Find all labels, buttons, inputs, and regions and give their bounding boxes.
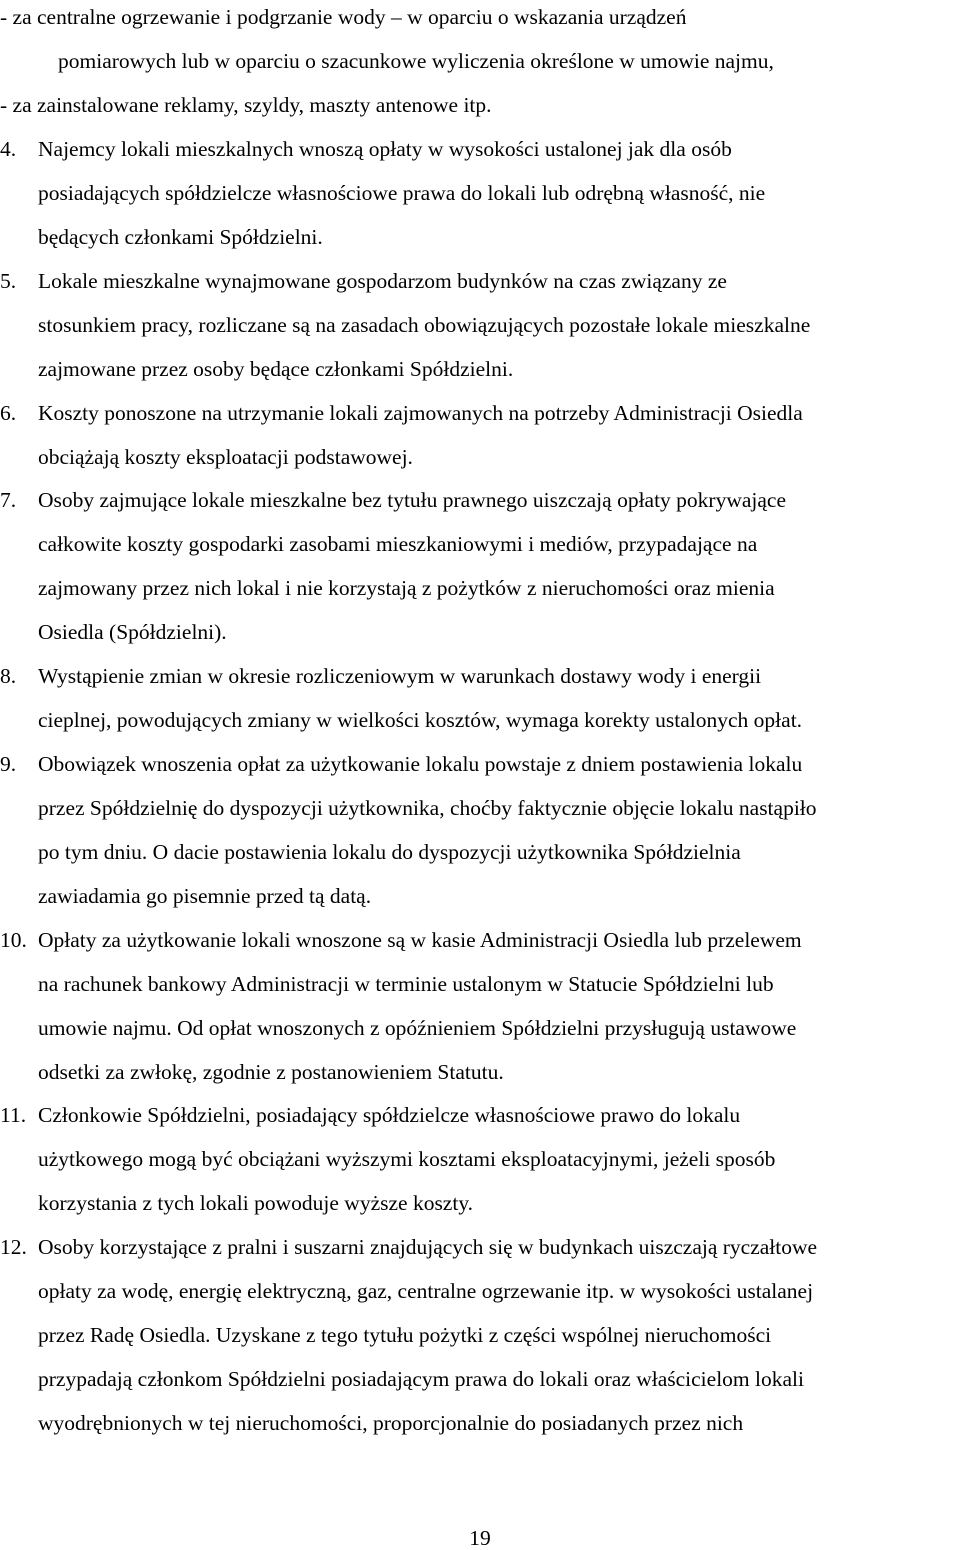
item-line: przypadają członkom Spółdzielni posiadającym prawa do lokali oraz właścicielom lokali <box>38 1367 804 1391</box>
item-line: posiadających spółdzielcze własnościowe prawa do lokali lub odrębną własność, nie <box>38 181 766 205</box>
item-line: stosunkiem pracy, rozliczane są na zasadach obowiązujących pozostałe lokale mieszkalne <box>38 313 811 337</box>
item-line: umowie najmu. Od opłat wnoszonych z opóźnieniem Spółdzielni przysługują ustawowe <box>38 1016 797 1040</box>
item-line: cieplnej, powodujących zmiany w wielkości kosztów, wymaga korekty ustalonych opłat. <box>38 708 803 732</box>
item-number: 9. <box>0 752 17 776</box>
item-line: Wystąpienie zmian w okresie rozliczeniowym w warunkach dostawy wody i energii <box>38 664 762 688</box>
item-line: Osoby zajmujące lokale mieszkalne bez tytułu prawnego uiszczają opłaty pokrywające <box>38 488 787 512</box>
item-number: 5. <box>0 269 17 293</box>
item-number: 10. <box>0 928 27 952</box>
item-line: Osiedla (Spółdzielni). <box>38 620 227 644</box>
intro-line: pomiarowych lub w oparciu o szacunkowe wyliczenia określone w umowie najmu, <box>58 49 774 73</box>
item-line: po tym dniu. O dacie postawienia lokalu do dyspozycji użytkownika Spółdzielnia <box>38 840 741 864</box>
item-number: 4. <box>0 137 17 161</box>
item-line: korzystania z tych lokali powoduje wyższe koszty. <box>38 1191 474 1215</box>
intro-line: - za zainstalowane reklamy, szyldy, maszty antenowe itp. <box>0 93 492 117</box>
item-line: obciążają koszty eksploatacji podstawowej. <box>38 445 413 469</box>
item-line: Obowiązek wnoszenia opłat za użytkowanie lokalu powstaje z dniem postawienia lokalu <box>38 752 803 776</box>
intro-line: - za centralne ogrzewanie i podgrzanie wody – w oparciu o wskazania urządzeń <box>0 5 687 29</box>
item-line: Członkowie Spółdzielni, posiadający spółdzielcze własnościowe prawo do lokalu <box>38 1103 741 1127</box>
item-line: opłaty za wodę, energię elektryczną, gaz, centralne ogrzewanie itp. w wysokości ustalanej <box>38 1279 814 1303</box>
item-line: zawiadamia go pisemnie przed tą datą. <box>38 884 372 908</box>
item-number: 11. <box>0 1103 27 1127</box>
item-line: na rachunek bankowy Administracji w terminie ustalonym w Statucie Spółdzielni lub <box>38 972 774 996</box>
item-line: przez Spółdzielnię do dyspozycji użytkownika, choćby faktycznie objęcie lokalu nastąpiło <box>38 796 817 820</box>
item-number: 8. <box>0 664 17 688</box>
item-line: przez Radę Osiedla. Uzyskane z tego tytułu pożytki z części wspólnej nieruchomości <box>38 1323 772 1347</box>
item-line: Osoby korzystające z pralni i suszarni znajdujących się w budynkach uiszczają ryczałtowe <box>38 1235 818 1259</box>
item-line: użytkowego mogą być obciążani wyższymi kosztami eksploatacyjnymi, jeżeli sposób <box>38 1147 776 1171</box>
item-line: Najemcy lokali mieszkalnych wnoszą opłaty w wysokości ustalonej jak dla osób <box>38 137 732 161</box>
item-number: 6. <box>0 401 17 425</box>
item-line: Opłaty za użytkowanie lokali wnoszone są w kasie Administracji Osiedla lub przelewem <box>38 928 802 952</box>
item-line: odsetki za zwłokę, zgodnie z postanowieniem Statutu. <box>38 1060 504 1084</box>
item-number: 7. <box>0 488 17 512</box>
item-line: Koszty ponoszone na utrzymanie lokali zajmowanych na potrzeby Administracji Osiedla <box>38 401 803 425</box>
item-number: 12. <box>0 1235 27 1259</box>
item-line: Lokale mieszkalne wynajmowane gospodarzom budynków na czas związany ze <box>38 269 727 293</box>
item-line: wyodrębnionych w tej nieruchomości, proporcjonalnie do posiadanych przez nich <box>38 1411 744 1435</box>
item-line: będących członkami Spółdzielni. <box>38 225 323 249</box>
page-number: 19 <box>469 1526 491 1550</box>
item-line: zajmowane przez osoby będące członkami Spółdzielni. <box>38 357 514 381</box>
item-line: zajmowany przez nich lokal i nie korzystają z pożytków z nieruchomości oraz mienia <box>38 576 775 600</box>
item-line: całkowite koszty gospodarki zasobami mieszkaniowymi i mediów, przypadające na <box>38 532 758 556</box>
